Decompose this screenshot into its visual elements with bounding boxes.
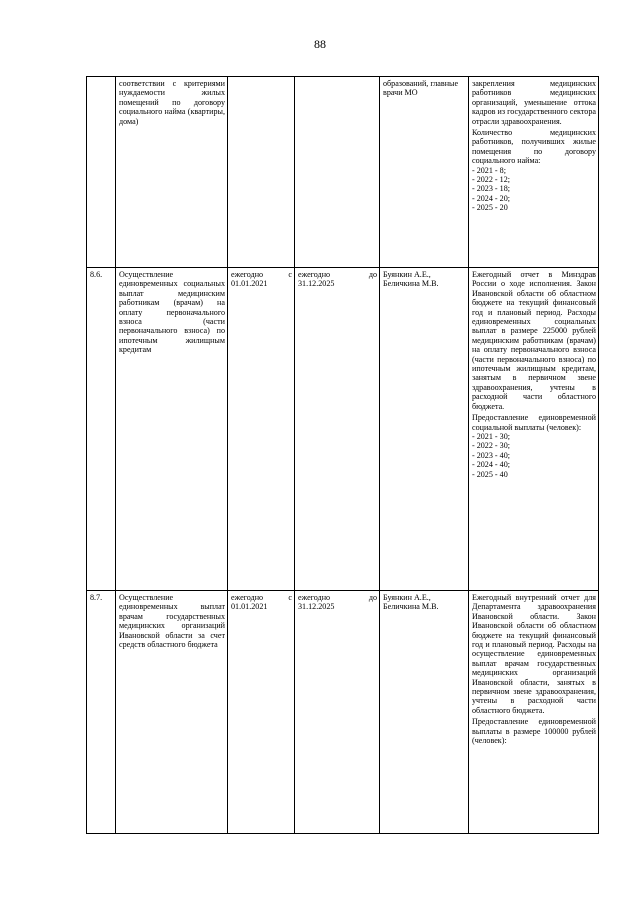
measure-cell: соответствии с критериями нуждаемости жилых помещений по договору социального найма (квартиры, дома)	[116, 77, 228, 268]
indicator-list-item: - 2022 - 30;	[472, 441, 510, 451]
page-number: 88	[314, 37, 326, 51]
responsible-cell: образований, главные врачи МО	[380, 77, 469, 268]
indicator-list-item: - 2024 - 40;	[472, 460, 510, 470]
start-word: ежегодно	[231, 270, 264, 279]
indicator-cell	[469, 77, 599, 268]
table-row	[87, 591, 599, 834]
indicator-list-item: - 2021 - 8;	[472, 165, 506, 175]
indicator-list-item: - 2023 - 18;	[472, 184, 510, 194]
start-prep: с	[288, 593, 292, 602]
indicator-paragraph: Ежегодный отчет в Минздрав России о ходе исполнения. Закон Ивановской области об областном бюджете на текущий финансовый год и плановый период. Расходы единовременных социальных выплат в размере 225000 рублей медицинским работникам (врачам) на оплату первоначального взноса (части первоначального взноса) по ипотечным жилищным кредитам, занятым в первичном звене здравоохранения, учтены в расходной части областного бюджета.	[472, 270, 596, 411]
start-date: 01.01.2021	[231, 602, 268, 612]
start-date: 01.01.2021	[231, 279, 268, 289]
indicator-list-item: - 2025 - 40	[472, 469, 508, 479]
indicator-paragraph: закрепления медицинских работников медицинских организаций, уменьшение оттока кадров из государственного сектора отрасли здравоохранения.	[472, 79, 596, 126]
indicator-cell	[469, 591, 599, 834]
end-prep: до	[368, 593, 377, 602]
indicator-cell	[469, 268, 599, 591]
end-date-cell	[295, 77, 380, 268]
responsible-cell: Буянкин А.Е., Беличкина М.В.	[380, 268, 469, 591]
table-row	[87, 268, 599, 591]
indicator-list-item: - 2025 - 20	[472, 203, 508, 213]
indicator-paragraph: Предоставление единовременной выплаты в размере 100000 рублей (человек):	[472, 717, 596, 746]
end-date-cell	[295, 268, 380, 591]
start-date-cell	[228, 268, 295, 591]
indicator-list-item: - 2023 - 40;	[472, 450, 510, 460]
indicator-paragraph: Количество медицинских работников, получивших жилые помещения по договору социального найма:	[472, 128, 596, 166]
measure-cell: Осуществление единовременных выплат врачам государственных медицинских организаций Ивановской области за счет средств областного бюджета	[116, 591, 228, 834]
table-row	[87, 77, 599, 268]
end-prep: до	[368, 270, 377, 279]
measures-table	[86, 76, 599, 834]
measure-cell: Осуществление единовременных социальных выплат медицинским работникам (врачам) на оплату первоначального взноса (части первоначального взноса) по ипотечным жилищным кредитам	[116, 268, 228, 591]
start-word: ежегодно	[231, 593, 264, 602]
row-number-cell: 8.7.	[87, 591, 116, 834]
start-date-cell	[228, 77, 295, 268]
end-date: 31.12.2025	[298, 602, 335, 612]
start-prep: с	[288, 270, 292, 279]
row-number-cell: 8.6.	[87, 268, 116, 591]
end-date-cell	[295, 591, 380, 834]
start-date-cell	[228, 591, 295, 834]
indicator-paragraph: Предоставление единовременной социальной выплаты (человек):	[472, 413, 596, 432]
indicator-paragraph: Ежегодный внутренний отчет для Департамента здравоохранения Ивановской области. Закон Ивановской области об областном бюджете на текущий финансовый год и плановый период. Расходы на осуществление единовременных выплат врачам государственных медицинских организаций Ивановской области, занятых в первичном звене здравоохранения, учтены в расходной части областного бюджета.	[472, 593, 596, 715]
indicator-list-item: - 2024 - 20;	[472, 193, 510, 203]
responsible-cell: Буянкин А.Е., Беличкина М.В.	[380, 591, 469, 834]
indicator-list-item: - 2022 - 12;	[472, 175, 510, 185]
end-word: ежегодно	[298, 270, 331, 279]
indicator-list-item: - 2021 - 30;	[472, 431, 510, 441]
end-word: ежегодно	[298, 593, 331, 602]
row-number-cell	[87, 77, 116, 268]
end-date: 31.12.2025	[298, 279, 335, 289]
